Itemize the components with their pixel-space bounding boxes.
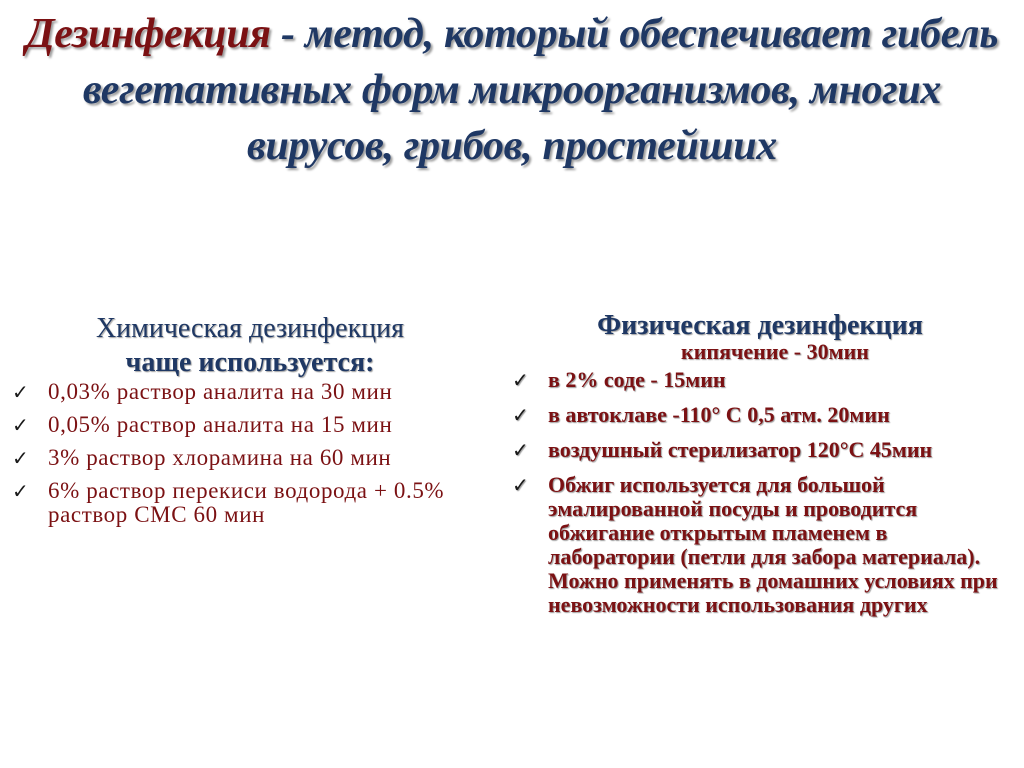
list-item-text: в 2% соде - 15мин [548,367,726,392]
chemical-heading [10,312,490,380]
list-item [10,413,490,437]
physical-heading: Физическая дезинфекция [597,310,923,341]
boiling-subheading: кипячение - 30мин [681,339,869,364]
list-item [510,368,1010,392]
list-item-text: воздушный стерилизатор 120°С 45мин [548,437,933,462]
list-item [10,380,490,404]
title-term: Дезинфекция [25,11,271,57]
checkmark-icon: ✓ [12,380,30,404]
physical-disinfection-column [510,312,1010,628]
list-item [10,479,490,527]
list-item-text: 0,03% раствор аналита на 30 мин [48,379,393,404]
chemical-heading-line1: Химическая дезинфекция [95,313,405,344]
list-item-text: 6% раствор перекиси водорода + 0.5% раствор СМС 60 мин [48,478,445,527]
chemical-heading-line2: чаще используется: [125,347,375,378]
chemical-disinfection-column [10,312,490,536]
list-item [510,473,1010,617]
checkmark-icon: ✓ [12,413,30,437]
chemical-list [10,380,490,527]
list-item-text: в автоклаве -110° С 0,5 атм. 20мин [548,402,890,427]
checkmark-icon: ✓ [512,403,529,427]
list-item-text: 3% раствор хлорамина на 60 мин [48,445,392,470]
list-item-text: Обжиг используется для большой эмалированной посуды и проводится обжигание открытым пламенем в лаборатории (петли для забора материала). Можно применять в домашних условиях при невозможности использования других [548,472,998,617]
list-item [510,403,1010,427]
checkmark-icon: ✓ [12,479,30,503]
list-item [10,446,490,470]
title-definition: - метод, который обеспечивает гибель вегетативных форм микроорганизмов, многих вирусов, грибов, простейших [82,11,999,169]
physical-list [510,368,1010,617]
slide-title [20,6,1004,174]
list-item [510,438,1010,462]
list-item-text: 0,05% раствор аналита на 15 мин [48,412,393,437]
checkmark-icon: ✓ [12,446,30,470]
checkmark-icon: ✓ [512,473,529,497]
checkmark-icon: ✓ [512,438,529,462]
checkmark-icon: ✓ [512,368,529,392]
